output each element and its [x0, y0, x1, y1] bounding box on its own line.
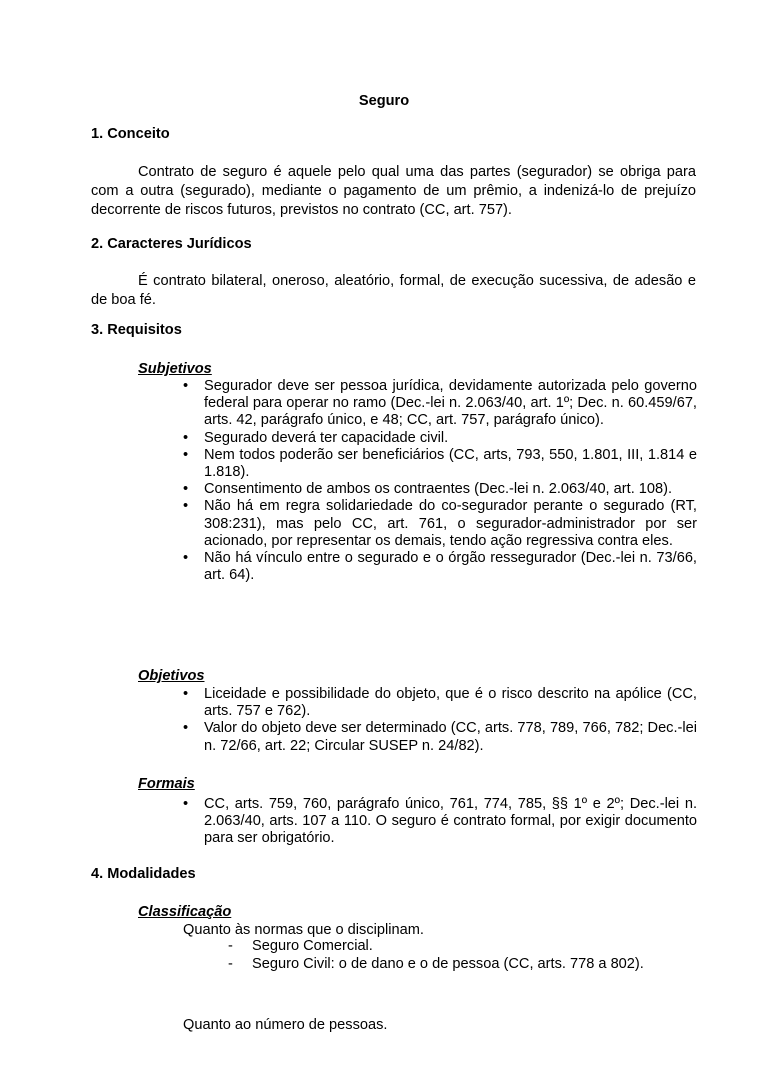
section-heading-requisitos: 3. Requisitos [91, 322, 182, 338]
dash-list-tipos [228, 938, 644, 973]
list-item: • Nem todos poderão ser beneficiários (CC, arts, 793, 550, 1.801, III, 1.814 e 1.818). [183, 446, 697, 481]
bullet-icon: • [183, 720, 189, 737]
bullet-icon: • [183, 429, 189, 446]
list-item: • Não há em regra solidariedade do co-segurador perante o segurado (RT, 308:231), mas pelo CC, art. 761, o segurador-administrador por ser acionado, por representar os demais, tendo ação regressiva contra eles. [183, 498, 697, 549]
subheading-classificacao: Classificação [138, 904, 232, 920]
list-item: • Valor do objeto deve ser determinado (CC, arts. 778, 789, 766, 782; Dec.-lei n. 72/66, art. 22; Circular SUSEP n. 24/82). [183, 720, 697, 754]
subheading-objetivos: Objetivos [138, 668, 205, 684]
bullet-list-subjetivos [183, 378, 697, 584]
list-item: • Não há vínculo entre o segurado e o órgão ressegurador (Dec.-lei n. 73/66, art. 64). [183, 550, 697, 584]
bullet-icon: • [183, 481, 189, 498]
paragraph-conceito: Contrato de seguro é aquele pelo qual uma das partes (segurador) se obriga para com a outra (segurado), mediante o pagamento de um prêmio, a indenizá-lo de prejuízo decorrente de riscos futuros, previstos no contrato (CC, art. 757). [91, 164, 696, 218]
section-heading-modalidades: 4. Modalidades [91, 866, 196, 882]
paragraph-caracteres: É contrato bilateral, oneroso, aleatório, formal, de execução sucessiva, de adesão e de boa fé. [91, 273, 696, 308]
dash-icon: - [228, 955, 233, 972]
bullet-icon: • [183, 550, 189, 567]
bullet-list-formais [183, 796, 697, 848]
list-item: • Segurado deverá ter capacidade civil. [183, 429, 449, 446]
document-title: Seguro [358, 93, 410, 109]
bullet-list-objetivos [183, 686, 697, 755]
list-item: - Seguro Comercial. [228, 938, 373, 954]
list-item: • CC, arts. 759, 760, parágrafo único, 761, 774, 785, §§ 1º e 2º; Dec.-lei n. 2.063/40, arts. 107 a 110. O seguro é contrato formal, por exigir documento para ser obrigatório. [183, 796, 697, 847]
bullet-icon: • [183, 378, 189, 394]
text-pessoas: Quanto ao número de pessoas. [183, 1017, 388, 1033]
subheading-subjetivos: Subjetivos [138, 361, 212, 377]
dash-icon: - [228, 938, 233, 954]
subheading-formais: Formais [138, 776, 195, 792]
section-heading-conceito: 1. Conceito [91, 126, 170, 142]
list-item: - Seguro Civil: o de dano e o de pessoa (CC, arts. 778 a 802). [228, 955, 644, 972]
bullet-icon: • [183, 796, 189, 812]
list-item: • Segurador deve ser pessoa jurídica, devidamente autorizada pelo governo federal para operar no ramo (Dec.-lei n. 2.063/40, art. 1º; Dec. n. 60.459/67, arts. 42, parágrafo único, e 48; CC, art. 757, parágrafo único). [183, 378, 697, 429]
list-item: • Consentimento de ambos os contraentes (Dec.-lei n. 2.063/40, art. 108). [183, 481, 673, 498]
list-item: • Liceidade e possibilidade do objeto, que é o risco descrito na apólice (CC, arts. 757 e 762). [183, 686, 697, 720]
bullet-icon: • [183, 498, 189, 515]
text-normas: Quanto às normas que o disciplinam. [183, 922, 424, 938]
bullet-icon: • [183, 446, 189, 463]
bullet-icon: • [183, 686, 189, 702]
section-heading-caracteres: 2. Caracteres Jurídicos [91, 236, 252, 252]
